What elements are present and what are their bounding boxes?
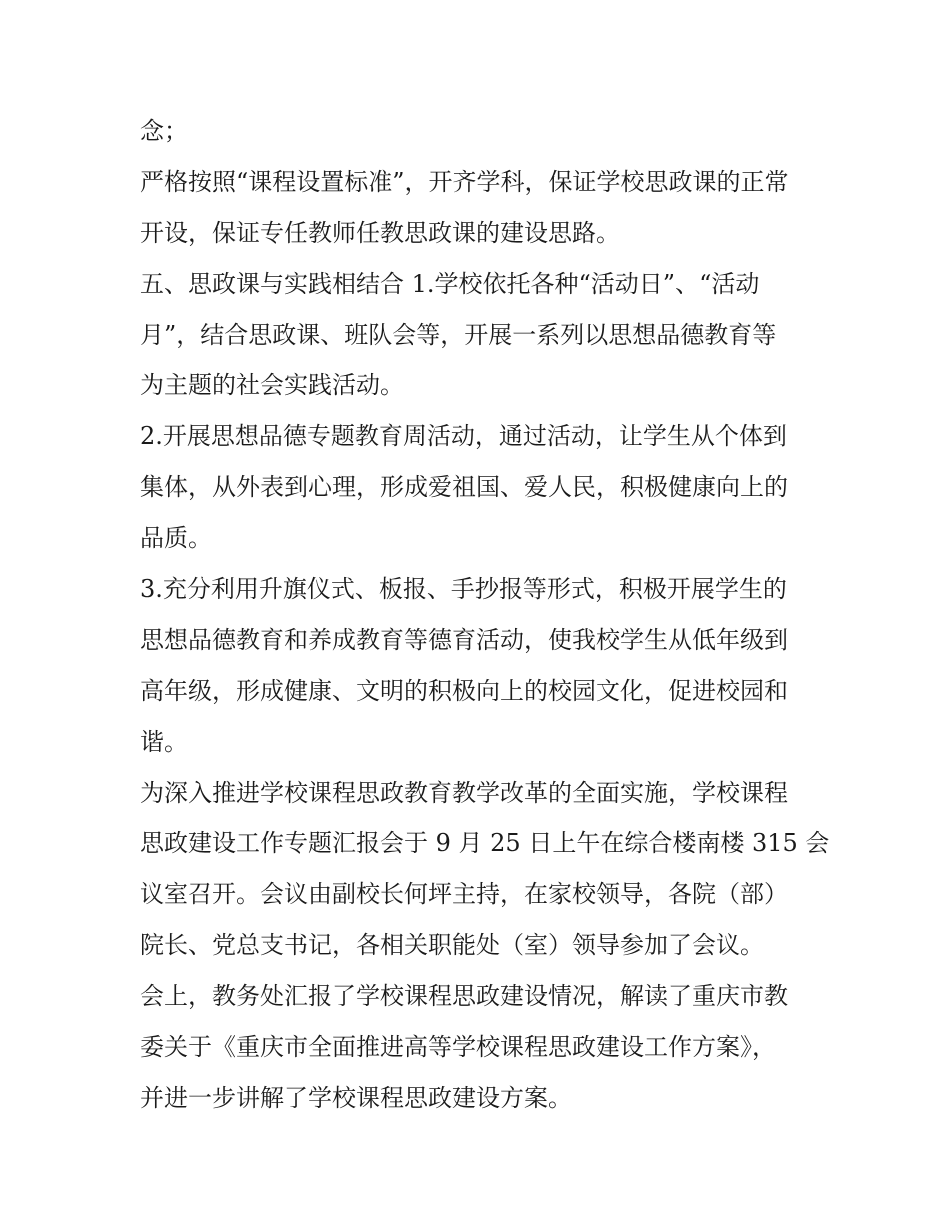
text-line: 集体，从外表到心理，形成爱祖国、爱人民，积极健康向上的 bbox=[140, 473, 788, 502]
text-line: 严格按照“课程设置标准”，开齐学科，保证学校思政课的正常 bbox=[140, 167, 789, 196]
text-line: 会上，教务处汇报了学校课程思政建设情况，解读了重庆市教 bbox=[140, 982, 788, 1011]
text-line: 思想品德教育和养成教育等德育活动，使我校学生从低年级到 bbox=[140, 625, 788, 654]
text-line: 院长、党总支书记，各相关职能处（室）领导参加了会议。 bbox=[140, 931, 764, 960]
text-line: 高年级，形成健康、文明的积极向上的校园文化，促进校园和 bbox=[140, 676, 788, 705]
document-body bbox=[140, 106, 830, 1124]
text-line: 五、思政课与实践相结合 1.学校依托各种“活动日”、“活动 bbox=[140, 269, 760, 298]
text-line: 并进一步讲解了学校课程思政建设方案。 bbox=[140, 1083, 572, 1112]
text-line: 议室召开。会议由副校长何坪主持，在家校领导，各院（部） bbox=[140, 880, 788, 909]
text-line: 为主题的社会实践活动。 bbox=[140, 371, 404, 400]
text-line: 为深入推进学校课程思政教育教学改革的全面实施，学校课程 bbox=[140, 778, 788, 807]
text-line: 谐。 bbox=[140, 727, 188, 756]
text-line: 委关于《重庆市全面推进高等学校课程思政建设工作方案》， bbox=[140, 1033, 776, 1062]
text-line: 品质。 bbox=[140, 524, 212, 553]
text-line: 思政建设工作专题汇报会于 9 月 25 日上午在综合楼南楼 315 会 bbox=[140, 829, 830, 858]
text-line: 3.充分利用升旗仪式、板报、手抄报等形式，积极开展学生的 bbox=[140, 575, 787, 604]
text-line: 开设，保证专任教师任教思政课的建设思路。 bbox=[140, 218, 620, 247]
text-line: 念； bbox=[140, 117, 188, 145]
text-line: 月”，结合思政课、班队会等，开展一系列以思想品德教育等 bbox=[140, 320, 777, 349]
text-line: 2.开展思想品德专题教育周活动，通过活动，让学生从个体到 bbox=[140, 422, 787, 451]
